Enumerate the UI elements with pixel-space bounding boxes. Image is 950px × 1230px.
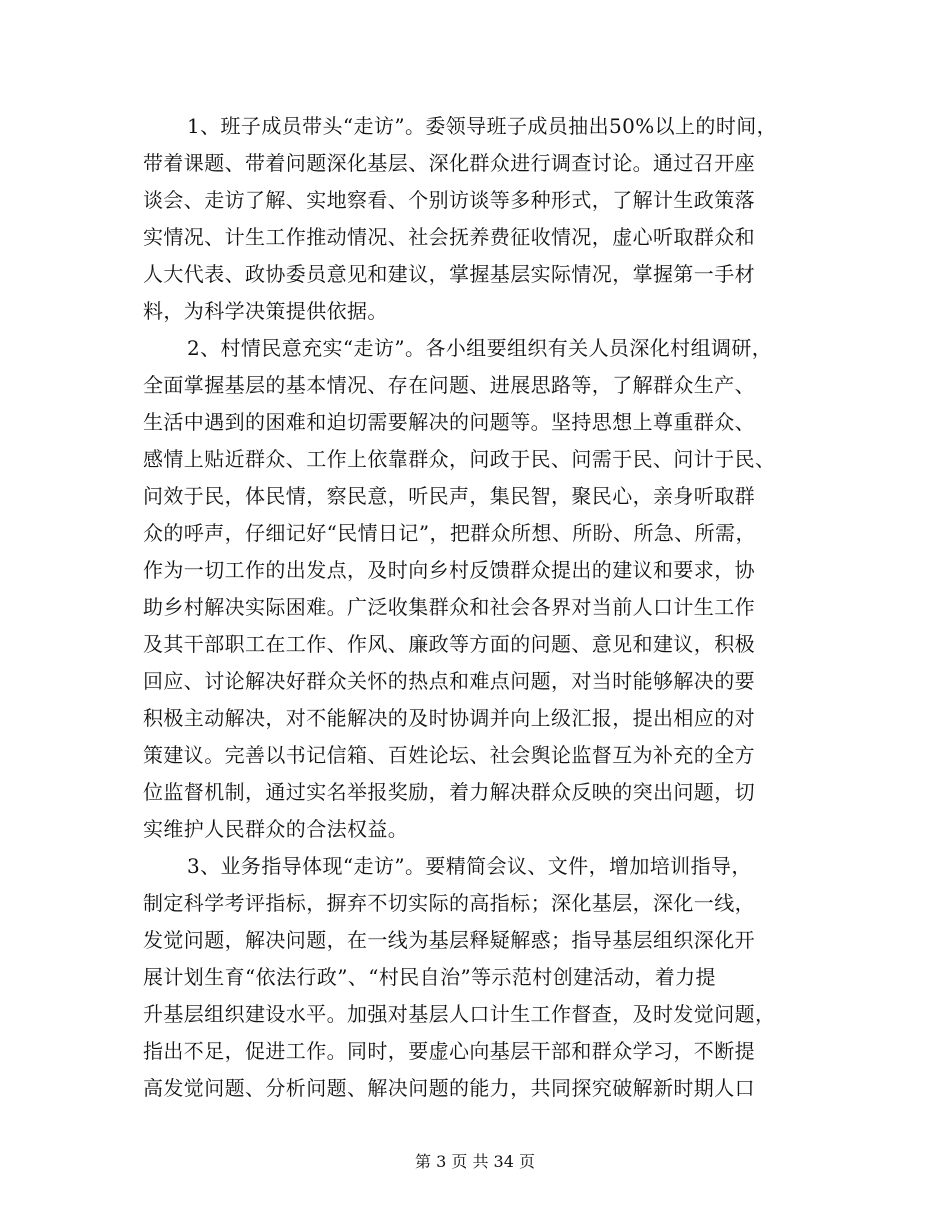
text-line: 高发觉问题、分析问题、解决问题的能力，共同探究破解新时期人口 — [143, 1076, 755, 1100]
text-line: 人大代表、政协委员意见和建议，掌握基层实际情况，掌握第一手材 — [143, 262, 755, 286]
text-line: 作为一切工作的出发点，及时向乡村反馈群众提出的建议和要求，协 — [143, 558, 755, 582]
text-line: 生活中遇到的困难和迫切需要解决的问题等。坚持思想上尊重群众、 — [143, 410, 755, 434]
text-line: 2、村情民意充实“走访”。各小组要组织有关人员深化村组调研， — [187, 336, 773, 360]
text-line: 指出不足，促进工作。同时，要虚心向基层干部和群众学习，不断提 — [143, 1039, 755, 1063]
text-line: 助乡村解决实际困难。广泛收集群众和社会各界对当前人口计生工作 — [143, 595, 755, 619]
text-line: 位监督机制，通过实名举报奖励，着力解决群众反映的突出问题，切 — [143, 780, 755, 804]
text-line: 升基层组织建设水平。加强对基层人口计生工作督查，及时发觉问题， — [143, 1002, 776, 1026]
text-line: 实维护人民群众的合法权益。 — [143, 817, 409, 841]
body-text — [143, 108, 823, 1107]
text-line: 带着课题、带着问题深化基层、深化群众进行调查讨论。通过召开座 — [143, 151, 755, 175]
text-line: 制定科学考评指标，摒弃不切实际的高指标；深化基层，深化一线， — [143, 891, 755, 915]
text-line: 展计划生育“依法行政”、“村民自治”等示范村创建活动，着力提 — [143, 965, 716, 989]
text-line: 感情上贴近群众、工作上依靠群众，问政于民、问需于民、问计于民、 — [143, 447, 776, 471]
text-line: 谈会、走访了解、实地察看、个别访谈等多种形式，了解计生政策落 — [143, 188, 755, 212]
text-line: 全面掌握基层的基本情况、存在问题、进展思路等，了解群众生产、 — [143, 373, 755, 397]
text-line: 策建议。完善以书记信箱、百姓论坛、社会舆论监督互为补充的全方 — [143, 743, 755, 767]
text-line: 1、班子成员带头“走访”。委领导班子成员抽出50%以上的时间， — [187, 114, 778, 138]
text-line: 料，为科学决策提供依据。 — [143, 299, 388, 323]
text-line: 回应、讨论解决好群众关怀的热点和难点问题，对当时能够解决的要 — [143, 669, 755, 693]
text-line: 实情况、计生工作推动情况、社会抚养费征收情况，虚心听取群众和 — [143, 225, 755, 249]
text-line: 积极主动解决，对不能解决的及时协调并向上级汇报，提出相应的对 — [143, 706, 755, 730]
page-number-footer: 第 3 页 共 34 页 — [415, 1152, 535, 1171]
text-line: 问效于民，体民情，察民意，听民声，集民智，聚民心，亲身听取群 — [143, 484, 755, 508]
text-line: 发觉问题，解决问题，在一线为基层释疑解惑；指导基层组织深化开 — [143, 928, 755, 952]
text-line: 及其干部职工在工作、作风、廉政等方面的问题、意见和建议，积极 — [143, 632, 755, 656]
text-line: 3、业务指导体现“走访”。要精简会议、文件，增加培训指导， — [187, 854, 752, 878]
text-line: 众的呼声，仔细记好“民情日记”，把群众所想、所盼、所急、所需， — [143, 521, 756, 545]
